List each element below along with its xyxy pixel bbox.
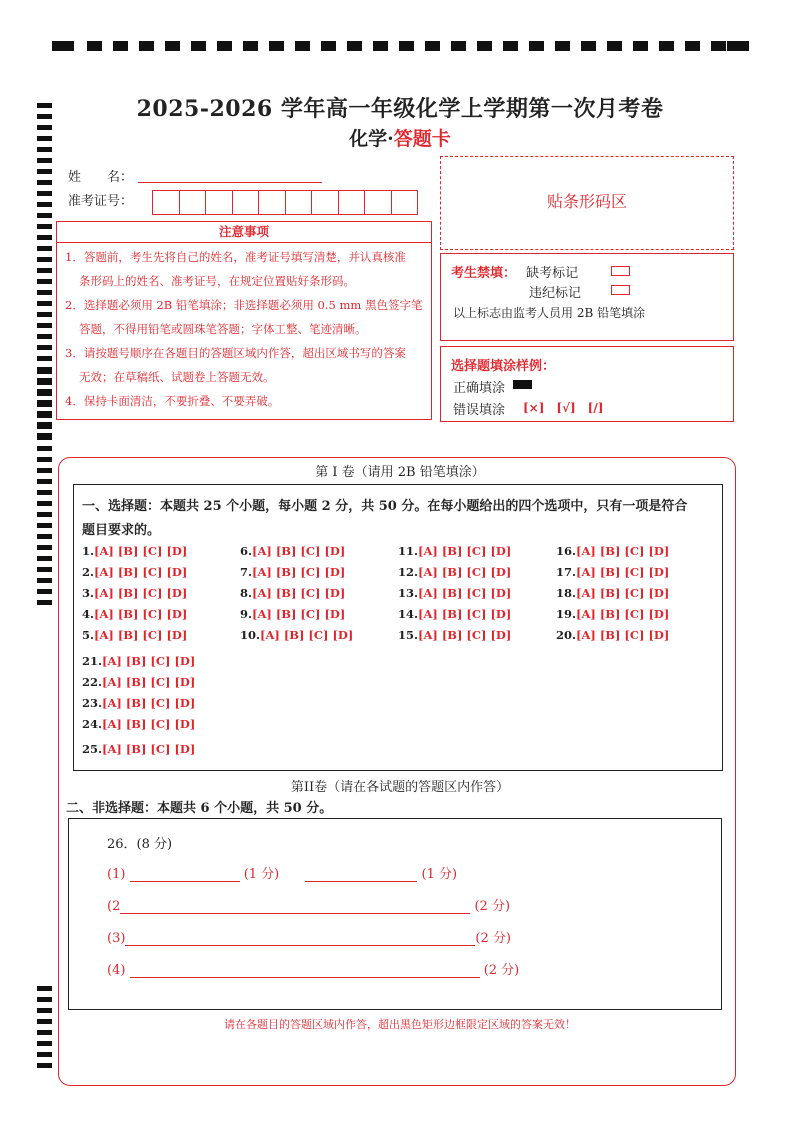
timing-mark: [37, 589, 52, 594]
examiner-note: 以上标志由监考人员用 2B 铅笔填涂: [453, 306, 646, 320]
timing-mark: [37, 369, 52, 374]
choice-bubbles[interactable]: [A] [B] [C] [D]: [576, 586, 670, 600]
q26-title: 26．(8 分): [107, 837, 173, 852]
timing-mark: [37, 986, 52, 991]
question-number: 5.: [82, 628, 95, 642]
question-row[interactable]: [82, 654, 195, 668]
q26-points: (2 分): [475, 931, 511, 946]
subtitle-answer-sheet: 答题卡: [393, 128, 451, 150]
examiner-mark-box: [440, 253, 734, 341]
answer-blank[interactable]: [130, 977, 480, 978]
timing-mark: [37, 600, 52, 605]
footer-warning: 请在各题目的答题区域内作答，超出黑色矩形边框限定区域的答案无效！: [224, 1018, 576, 1031]
q26-line-3: [107, 927, 511, 946]
timing-mark: [37, 279, 52, 284]
exam-digit-box[interactable]: [391, 190, 419, 215]
timing-mark: [37, 501, 52, 506]
exam-digit-box[interactable]: [285, 190, 312, 215]
question-number: 3.: [82, 586, 95, 600]
exam-digit-box[interactable]: [311, 190, 338, 215]
timing-mark: [37, 545, 52, 550]
choice-bubbles[interactable]: [A] [B] [C] [D]: [94, 586, 188, 600]
question-number: 21.: [82, 654, 103, 668]
timing-mark: [37, 556, 52, 561]
fill-sample-box: [440, 346, 734, 422]
exam-digit-box[interactable]: [179, 190, 206, 215]
question-row[interactable]: [556, 607, 669, 621]
choice-bubbles[interactable]: [A] [B] [C] [D]: [418, 565, 512, 579]
notice-item: 答题，不得用铅笔或圆珠笔答题；字体工整、笔迹清晰。: [79, 322, 367, 336]
question-row[interactable]: [82, 628, 187, 642]
timing-mark: [37, 312, 52, 317]
notice-item: 条形码上的姓名、准考证号，在规定位置贴好条形码。: [79, 274, 355, 288]
choice-bubbles[interactable]: [A] [B] [C] [D]: [418, 544, 512, 558]
timing-mark: [37, 356, 52, 361]
question-number: 11.: [398, 544, 419, 558]
question-number: 10.: [240, 628, 261, 642]
question-number: 4.: [82, 607, 95, 621]
question-number: 6.: [240, 544, 253, 558]
choice-bubbles[interactable]: [A] [B] [C] [D]: [102, 742, 196, 756]
question-number: 18.: [556, 586, 577, 600]
q26-points: (1 分): [421, 867, 458, 882]
notice-title: 注意事项: [57, 222, 431, 243]
timing-mark: [37, 512, 52, 517]
timing-mark: [37, 224, 52, 229]
absent-label: 缺考标记: [526, 266, 579, 281]
correct-fill-sample: [513, 380, 532, 389]
timing-mark: [37, 435, 52, 440]
question-number: 22.: [82, 675, 103, 689]
q26-line-1: [107, 863, 457, 882]
timing-mark: [37, 446, 52, 451]
timing-mark: [37, 257, 52, 262]
page-title: 2025-2026 学年高一年级化学上学期第一次月考卷: [136, 96, 664, 122]
timing-mark: [37, 567, 52, 572]
answer-blank[interactable]: [120, 913, 470, 914]
subtitle-subject: 化学·: [349, 128, 394, 150]
name-input-line[interactable]: [138, 182, 322, 183]
timing-mark: [37, 169, 52, 174]
question-row[interactable]: [82, 607, 187, 621]
timing-mark: [37, 180, 52, 185]
question-number: 24.: [82, 717, 103, 731]
timing-mark: [37, 534, 52, 539]
timing-mark: [37, 1052, 52, 1057]
question-row[interactable]: [82, 544, 187, 558]
timing-mark: [37, 246, 52, 251]
question-number: 23.: [82, 696, 103, 710]
question-row[interactable]: [556, 565, 669, 579]
question-number: 12.: [398, 565, 419, 579]
choice-bubbles[interactable]: [A] [B] [C] [D]: [576, 607, 670, 621]
choice-bubbles[interactable]: [A] [B] [C] [D]: [418, 586, 512, 600]
question-number: 1.: [82, 544, 95, 558]
q26-points: (2 分): [474, 899, 511, 914]
notice-item: 无效；在草稿纸、试题卷上答题无效。: [79, 370, 275, 384]
barcode-label: 贴条形码区: [546, 192, 627, 211]
answer-blank[interactable]: [305, 881, 417, 882]
timing-mark: [37, 290, 52, 295]
choice-bubbles[interactable]: [A] [B] [C] [D]: [94, 544, 188, 558]
exam-digit-box[interactable]: [364, 190, 391, 215]
question-number: 14.: [398, 607, 419, 621]
choice-bubbles[interactable]: [A] [B] [C] [D]: [252, 565, 346, 579]
q26-points: (2 分): [483, 963, 520, 978]
timing-mark: [37, 158, 52, 163]
timing-mark: [37, 1063, 52, 1068]
mc-instructions: 一、选择题：本题共 25 个小题，每小题 2 分，共 50 分。在每小题给出的四个选项中，只有一项是符合: [82, 499, 688, 514]
question-row[interactable]: [240, 544, 345, 558]
page-subtitle: [0, 124, 800, 151]
choice-bubbles[interactable]: [A] [B] [C] [D]: [94, 607, 188, 621]
timing-mark: [37, 424, 52, 429]
timing-mark: [37, 191, 52, 196]
part2-title: 第II卷（请在各试题的答题区内作答）: [290, 780, 510, 795]
choice-bubbles[interactable]: [A] [B] [C] [D]: [252, 544, 346, 558]
question-number: 8.: [240, 586, 253, 600]
non-mc-instructions: 二、非选择题：本题共 6 个小题，共 50 分。: [66, 801, 333, 816]
answer-blank[interactable]: [130, 881, 240, 882]
violation-label: 违纪标记: [529, 286, 582, 301]
choice-bubbles[interactable]: [A] [B] [C] [D]: [576, 628, 670, 642]
choice-bubbles[interactable]: [A] [B] [C] [D]: [102, 717, 196, 731]
notice-item: 2．选择题必须用 2B 铅笔填涂；非选择题必须用 0.5 mm 黑色签字笔: [65, 298, 423, 312]
question-number: 7.: [240, 565, 253, 579]
notice-item: 3．请按题号顺序在各题目的答题区域内作答，超出区域书写的答案: [65, 346, 406, 360]
sample-title: 选择题填涂样例：: [451, 359, 556, 374]
question-number: 20.: [556, 628, 577, 642]
choice-bubbles[interactable]: [A] [B] [C] [D]: [94, 565, 188, 579]
exam-number-boxes: [152, 190, 418, 215]
timing-mark: [37, 202, 52, 207]
timing-mark: [37, 235, 52, 240]
timing-mark: [37, 997, 52, 1002]
notice-item: 4．保持卡面清洁，不要折叠、不要弄破。: [65, 394, 280, 408]
timing-mark: [37, 301, 52, 306]
violation-mark-box[interactable]: [611, 285, 630, 295]
part1-title: 第 I 卷（请用 2B 铅笔填涂）: [315, 465, 485, 480]
question-row[interactable]: [398, 628, 511, 642]
question-row[interactable]: [82, 742, 195, 756]
question-number: 13.: [398, 586, 419, 600]
timing-mark: [37, 1041, 52, 1046]
timing-mark: [37, 380, 52, 385]
timing-mark: [37, 345, 52, 350]
q26-points: (1 分): [243, 867, 280, 882]
choice-bubbles[interactable]: [A] [B] [C] [D]: [418, 628, 512, 642]
exam-number-label: 准考证号：: [68, 194, 134, 209]
question-row[interactable]: [240, 586, 345, 600]
timing-mark: [37, 268, 52, 273]
question-row[interactable]: [398, 544, 511, 558]
question-row[interactable]: [82, 717, 195, 731]
q26-line-2: [107, 895, 510, 914]
choice-bubbles[interactable]: [A] [B] [C] [D]: [102, 675, 196, 689]
choice-bubbles[interactable]: [A] [B] [C] [D]: [418, 607, 512, 621]
question-row[interactable]: [398, 565, 511, 579]
absent-mark-box[interactable]: [611, 266, 630, 276]
choice-bubbles[interactable]: [A] [B] [C] [D]: [260, 628, 354, 642]
question-number: 2.: [82, 565, 95, 579]
question-number: 17.: [556, 565, 577, 579]
question-number: 19.: [556, 607, 577, 621]
question-row[interactable]: [556, 544, 669, 558]
examiner-mark-row-absent: [451, 262, 578, 281]
question-number: 25.: [82, 742, 103, 756]
q26-line-4: [107, 959, 519, 978]
timing-mark: [37, 490, 52, 495]
choice-bubbles[interactable]: [A] [B] [C] [D]: [94, 628, 188, 642]
question-row[interactable]: [398, 607, 511, 621]
answer-blank[interactable]: [125, 945, 475, 946]
exam-digit-box[interactable]: [152, 190, 179, 215]
choice-bubbles[interactable]: [A] [B] [C] [D]: [576, 544, 670, 558]
question-row[interactable]: [240, 628, 353, 642]
notice-item: 1．答题前，考生先将自己的姓名，准考证号填写清楚，并认真核准: [65, 250, 406, 264]
q26-part-label: (1): [107, 867, 126, 882]
timing-mark: [37, 1008, 52, 1013]
timing-mark: [37, 413, 52, 418]
q26-part-label: (4): [107, 963, 126, 978]
timing-mark: [37, 523, 52, 528]
barcode-area[interactable]: [440, 156, 734, 250]
q26-part-label: (3): [107, 931, 126, 946]
correct-fill-label: 正确填涂: [453, 381, 506, 396]
question-row[interactable]: [240, 607, 345, 621]
question-row[interactable]: [82, 586, 187, 600]
timing-mark: [37, 323, 52, 328]
question-26-box: [68, 818, 722, 1010]
question-number: 15.: [398, 628, 419, 642]
choice-bubbles[interactable]: [A] [B] [C] [D]: [102, 696, 196, 710]
exam-digit-box[interactable]: [232, 190, 259, 215]
timing-mark: [37, 391, 52, 396]
question-number: 16.: [556, 544, 577, 558]
notice-box: [56, 221, 432, 420]
choice-bubbles[interactable]: [A] [B] [C] [D]: [252, 586, 346, 600]
q26-part-label: (2: [107, 899, 121, 914]
timing-mark: [37, 213, 52, 218]
wrong-fill-samples: [×] [√] [/]: [523, 401, 604, 415]
wrong-fill-label: 错误填涂: [453, 403, 506, 418]
question-row[interactable]: [556, 586, 669, 600]
question-row[interactable]: [82, 675, 195, 689]
question-number: 9.: [240, 607, 253, 621]
choice-bubbles[interactable]: [A] [B] [C] [D]: [252, 607, 346, 621]
name-label: 姓 名：: [68, 170, 134, 185]
exam-digit-box[interactable]: [205, 190, 232, 215]
timing-mark: [37, 578, 52, 583]
question-row[interactable]: [82, 696, 195, 710]
exam-digit-box[interactable]: [258, 190, 285, 215]
timing-mark: [37, 402, 52, 407]
mc-instructions-cont: 题目要求的。: [82, 523, 161, 538]
question-row[interactable]: [398, 586, 511, 600]
timing-mark: [37, 334, 52, 339]
multiple-choice-box: [73, 484, 723, 771]
choice-bubbles[interactable]: [A] [B] [C] [D]: [576, 565, 670, 579]
question-row[interactable]: [240, 565, 345, 579]
question-row[interactable]: [556, 628, 669, 642]
exam-digit-box[interactable]: [338, 190, 365, 215]
choice-bubbles[interactable]: [A] [B] [C] [D]: [102, 654, 196, 668]
forbidden-label: 考生禁填：: [451, 266, 517, 281]
question-row[interactable]: [82, 565, 187, 579]
